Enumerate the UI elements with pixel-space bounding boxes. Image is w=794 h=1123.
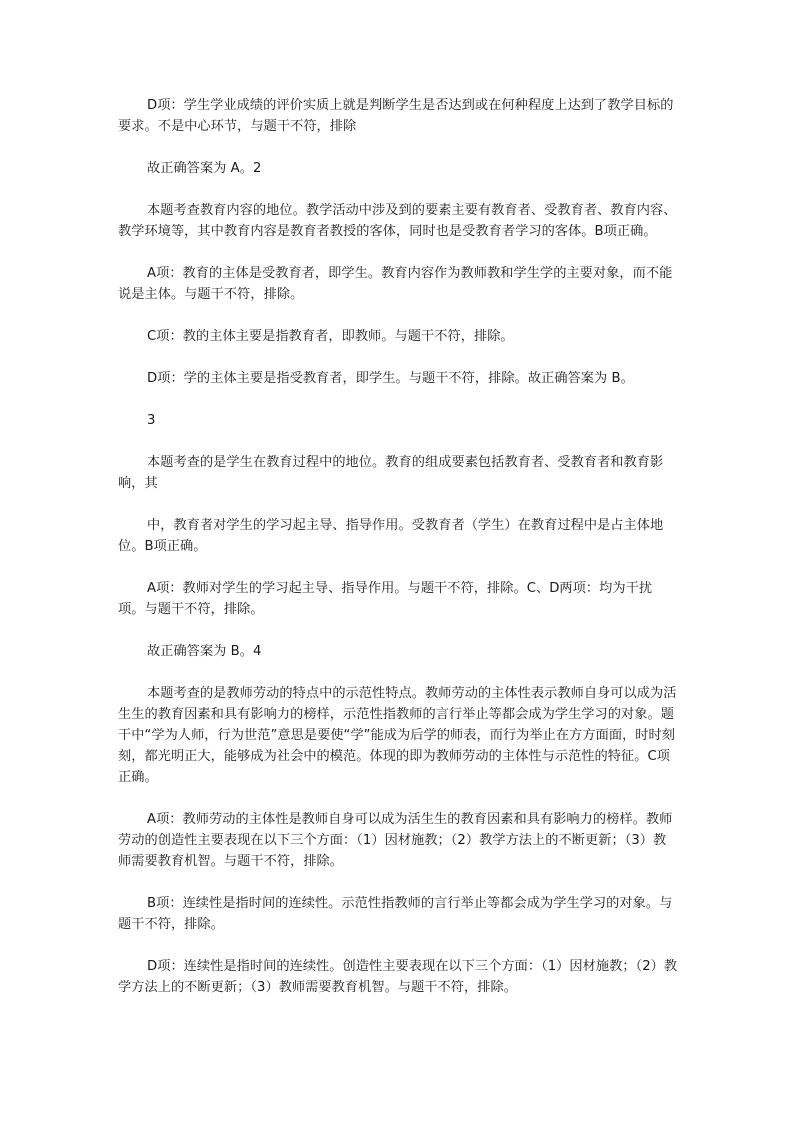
paragraph-q2-option-d: D项：学的主体主要是指受教育者，即学生。与题干不符，排除。故正确答案为 B。 (147, 371, 634, 386)
paragraph-q4-option-a: A项：教师劳动的主体性是教师自身可以成为活生生的教育因素和具有影响力的榜样。教师劳动的创造性主要表现在以下三个方面：（1）因材施教；（2）教学方法上的不断更新；（3）教师需要教育机智。与题干不符，排除。 (118, 812, 673, 869)
paragraph-q4-option-b: B项：连续性是指时间的连续性。示范性指教师的言行举止等都会成为学生学习的对象。与题干不符，排除。 (118, 896, 673, 932)
paragraph-q3-analysis-cont: 中，教育者对学生的学习起主导、指导作用。受教育者（学生）在教育过程中是占主体地位。B项正确。 (118, 518, 664, 554)
paragraph-q3-analysis: 本题考查的是学生在教育过程中的地位。教育的组成要素包括教育者、受教育者和教育影响，其 (118, 455, 664, 491)
paragraph-q3-option-a: A项：教师对学生的学习起主导、指导作用。与题干不符，排除。C、D两项：均为干扰项。与题干不符，排除。 (118, 581, 653, 617)
paragraph-q3-number: 3 (147, 413, 156, 428)
paragraph-q2-analysis: 本题考查教育内容的地位。教学活动中涉及到的要素主要有教育者、受教育者、教育内容、教学环境等，其中教育内容是教育者教授的客体，同时也是受教育者学习的客体。B项正确。 (118, 203, 677, 239)
paragraph-q4-option-d: D项：连续性是指时间的连续性。创造性主要表现在以下三个方面：（1）因材施教；（2）教学方法上的不断更新；（3）教师需要教育机智。与题干不符，排除。 (118, 959, 678, 995)
paragraph-answer-b: 故正确答案为 B。4 (147, 644, 262, 659)
paragraph-q2-option-a: A项：教育的主体是受教育者，即学生。教育内容作为教师教和学生学的主要对象，而不能说是主体。与题干不符，排除。 (118, 266, 673, 302)
document-body (118, 95, 678, 998)
paragraph-answer-a: 故正确答案为 A。2 (147, 161, 262, 176)
paragraph-q2-option-c: C项：教的主体主要是指教育者，即教师。与题干不符，排除。 (147, 329, 514, 344)
paragraph-option-d-evaluation: D项：学生学业成绩的评价实质上就是判断学生是否达到或在何种程度上达到了教学目标的要求。不是中心环节，与题干不符，排除 (118, 98, 674, 134)
paragraph-q4-analysis: 本题考查的是教师劳动的特点中的示范性特点。教师劳动的主体性表示教师自身可以成为活生生的教育因素和具有影响力的榜样，示范性指教师的言行举止等都会成为学生学习的对象。题干中“学为人师，行为世范”意思是要使“学”能成为后学的师表，而行为举止在方方面面，时时刻刻，都光明正大，能够成为社会中的模范。体现的即为教师劳动的主体性与示范性的特征。C项正确。 (118, 686, 677, 785)
